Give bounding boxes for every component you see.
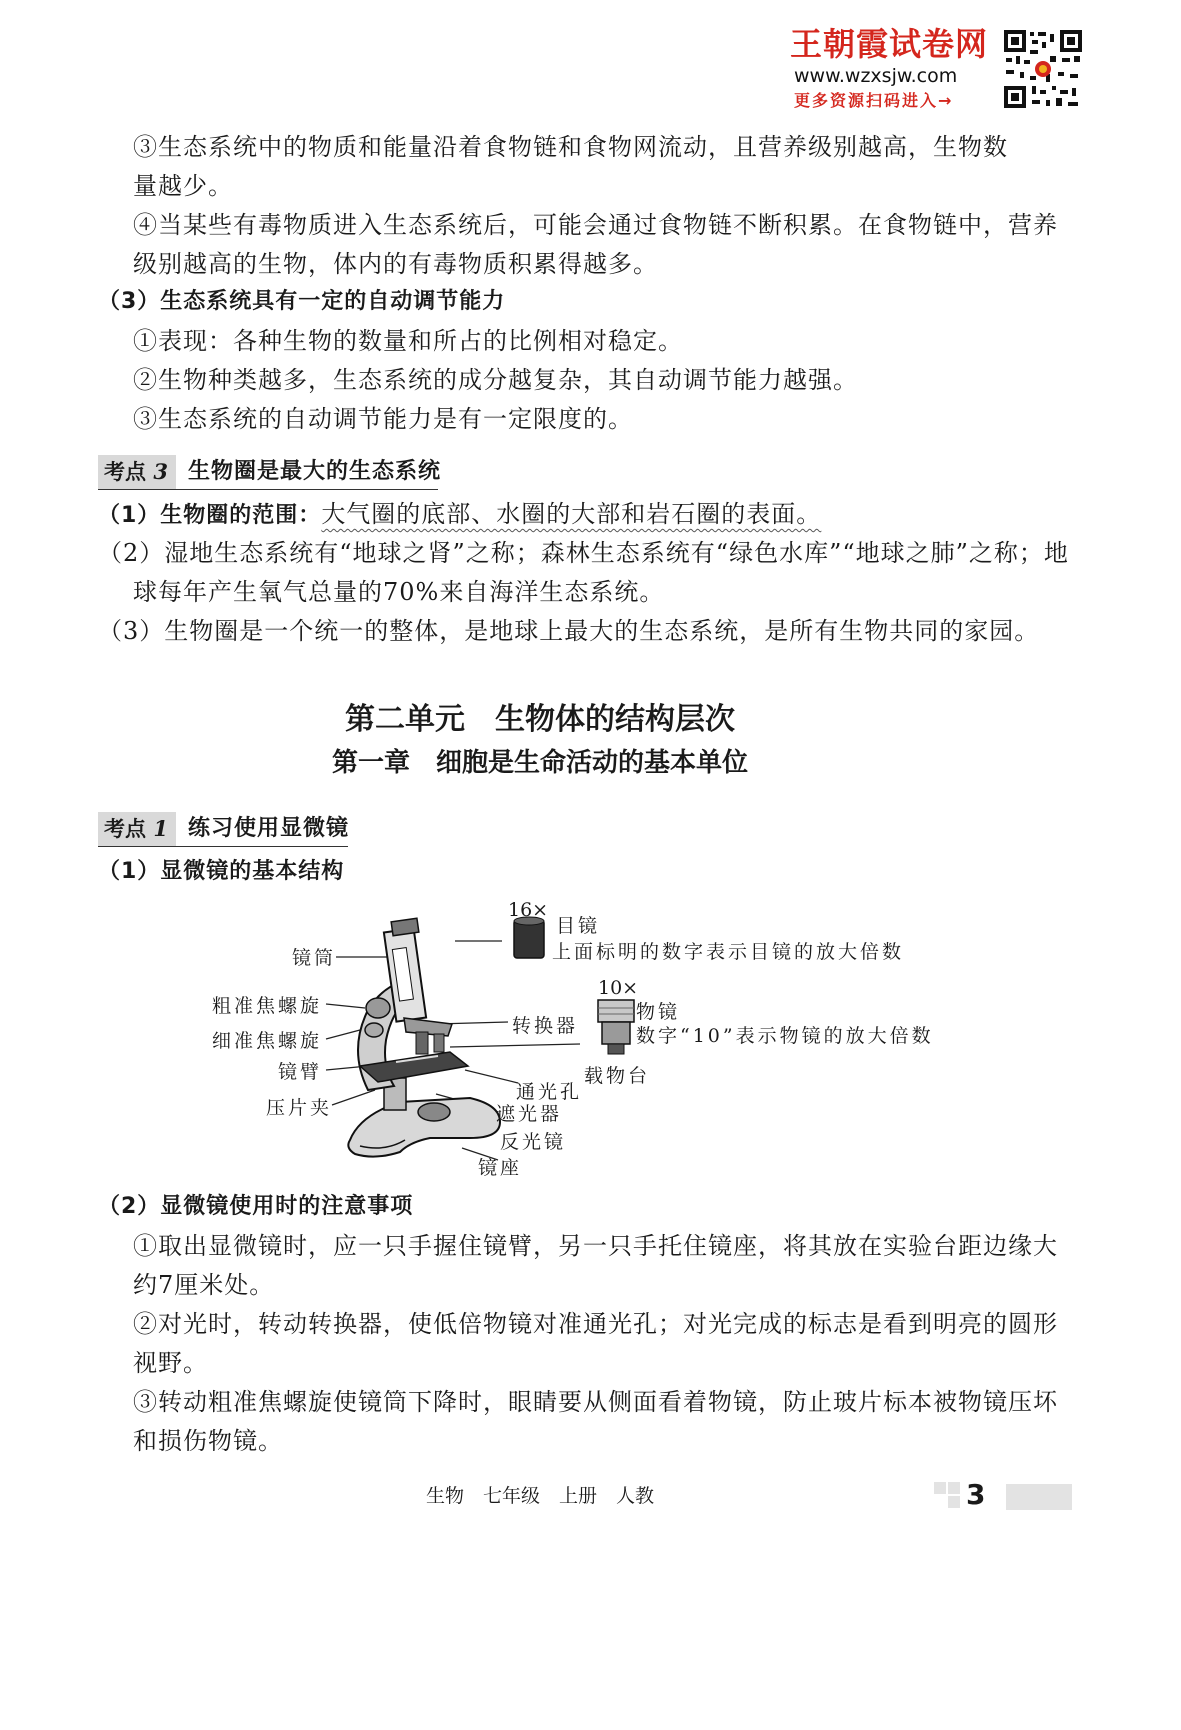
- objective-mag: 10×: [598, 977, 639, 999]
- sub3-heading: （3）生态系统具有一定的自动调节能力: [98, 289, 506, 314]
- note1-line2: 约7厘米处。: [133, 1271, 275, 1299]
- kaodian3-p2-line1: （2）湿地生态系统有“地球之肾”之称；森林生态系统有“绿色水库”“地球之肺”之称；地: [98, 539, 1069, 567]
- microscope-diagram: [200, 890, 960, 1190]
- ecosystem-item4-line1: ④当某些有毒物质进入生态系统后，可能会通过食物链不断积累。在食物链中，营养: [133, 211, 1058, 239]
- kaodian-tag: 考点 3: [98, 455, 176, 489]
- note1-line1: ①取出显微镜时，应一只手握住镜臂，另一只手托住镜座，将其放在实验台距边缘大: [133, 1232, 1058, 1260]
- footer-text: 生物 七年级 上册 人教: [425, 1485, 654, 1507]
- kaodian-tag: 考点 1: [98, 812, 176, 846]
- footer-bar: [1006, 1484, 1072, 1510]
- kaodian3-p3: （3）生物圈是一个统一的整体，是地球上最大的生态系统，是所有生物共同的家园。: [98, 617, 1040, 645]
- ecosystem-item3-line2: 量越少。: [133, 172, 233, 200]
- label-arm: 镜臂: [278, 1061, 323, 1083]
- sub3-item-3: ③生态系统的自动调节能力是有一定限度的。: [133, 405, 633, 433]
- label-eyepiece: 目镜: [556, 915, 601, 937]
- label-fine-focus: 细准焦螺旋: [212, 1030, 323, 1052]
- watermark-url[interactable]: www.wzxsjw.com: [794, 65, 958, 87]
- sub3-item-2: ②生物种类越多，生态系统的成分越复杂，其自动调节能力越强。: [133, 366, 858, 394]
- label-stage: 载物台: [584, 1065, 651, 1087]
- kaodian3-p1-text: 大气圈的底部、水圈的大部和岩石圈的表面。: [321, 500, 822, 528]
- note2-line1: ②对光时，转动转换器，使低倍物镜对准通光孔；对光完成的标志是看到明亮的圆形: [133, 1310, 1058, 1338]
- chapter-title: 第一章 细胞是生命活动的基本单位: [331, 748, 748, 778]
- label-aperture: 通光孔: [516, 1081, 583, 1103]
- kaodian1-title: 练习使用显微镜: [188, 816, 350, 841]
- label-base: 镜座: [478, 1157, 523, 1179]
- label-mirror: 反光镜: [500, 1131, 567, 1153]
- label-clip: 压片夹: [266, 1097, 333, 1119]
- label-tube: 镜筒: [292, 947, 337, 969]
- label-diaphragm: 遮光器: [496, 1103, 563, 1125]
- eyepiece-mag: 16×: [508, 899, 549, 921]
- objective-desc: 数字“10”表示物镜的放大倍数: [636, 1025, 934, 1047]
- kaodian1-sub1: （1）显微镜的基本结构: [98, 859, 345, 884]
- note3-line2: 和损伤物镜。: [133, 1427, 283, 1455]
- note3-line1: ③转动粗准焦螺旋使镜筒下降时，眼睛要从侧面看着物镜，防止玻片标本被物镜压坏: [133, 1388, 1058, 1416]
- kaodian1-header: [98, 812, 348, 847]
- kaodian3-title: 生物圈是最大的生态系统: [188, 459, 442, 484]
- kaodian1-sub2: （2）显微镜使用时的注意事项: [98, 1194, 414, 1219]
- watermark-title: 王朝霞试卷网: [790, 25, 989, 63]
- unit-title: 第二单元 生物体的结构层次: [345, 702, 735, 737]
- kaodian3-header: [98, 455, 442, 490]
- eyepiece-desc: 上面标明的数字表示目镜的放大倍数: [552, 941, 905, 963]
- ecosystem-item3-line1: ③生态系统中的物质和能量沿着食物链和食物网流动，且营养级别越高，生物数: [133, 133, 1008, 161]
- watermark-subtitle: 更多资源扫码进入→: [794, 91, 954, 110]
- kaodian3-p1: [98, 498, 821, 532]
- sub3-item-1: ①表现：各种生物的数量和所占的比例相对稳定。: [133, 327, 683, 355]
- kaodian3-p2-line2: 球每年产生氧气总量的70%来自海洋生态系统。: [133, 578, 665, 606]
- label-objective: 物镜: [636, 1001, 681, 1023]
- page-number: 3: [966, 1478, 986, 1511]
- kaodian3-p1-label: （1）生物圈的范围：: [98, 503, 322, 528]
- footer-decor: [934, 1482, 964, 1510]
- label-nosepiece: 转换器: [512, 1015, 579, 1037]
- ecosystem-item4-line2: 级别越高的生物，体内的有毒物质积累得越多。: [133, 250, 658, 278]
- note2-line2: 视野。: [133, 1349, 208, 1377]
- qr-code-icon[interactable]: [1002, 28, 1084, 110]
- label-coarse-focus: 粗准焦螺旋: [212, 995, 323, 1017]
